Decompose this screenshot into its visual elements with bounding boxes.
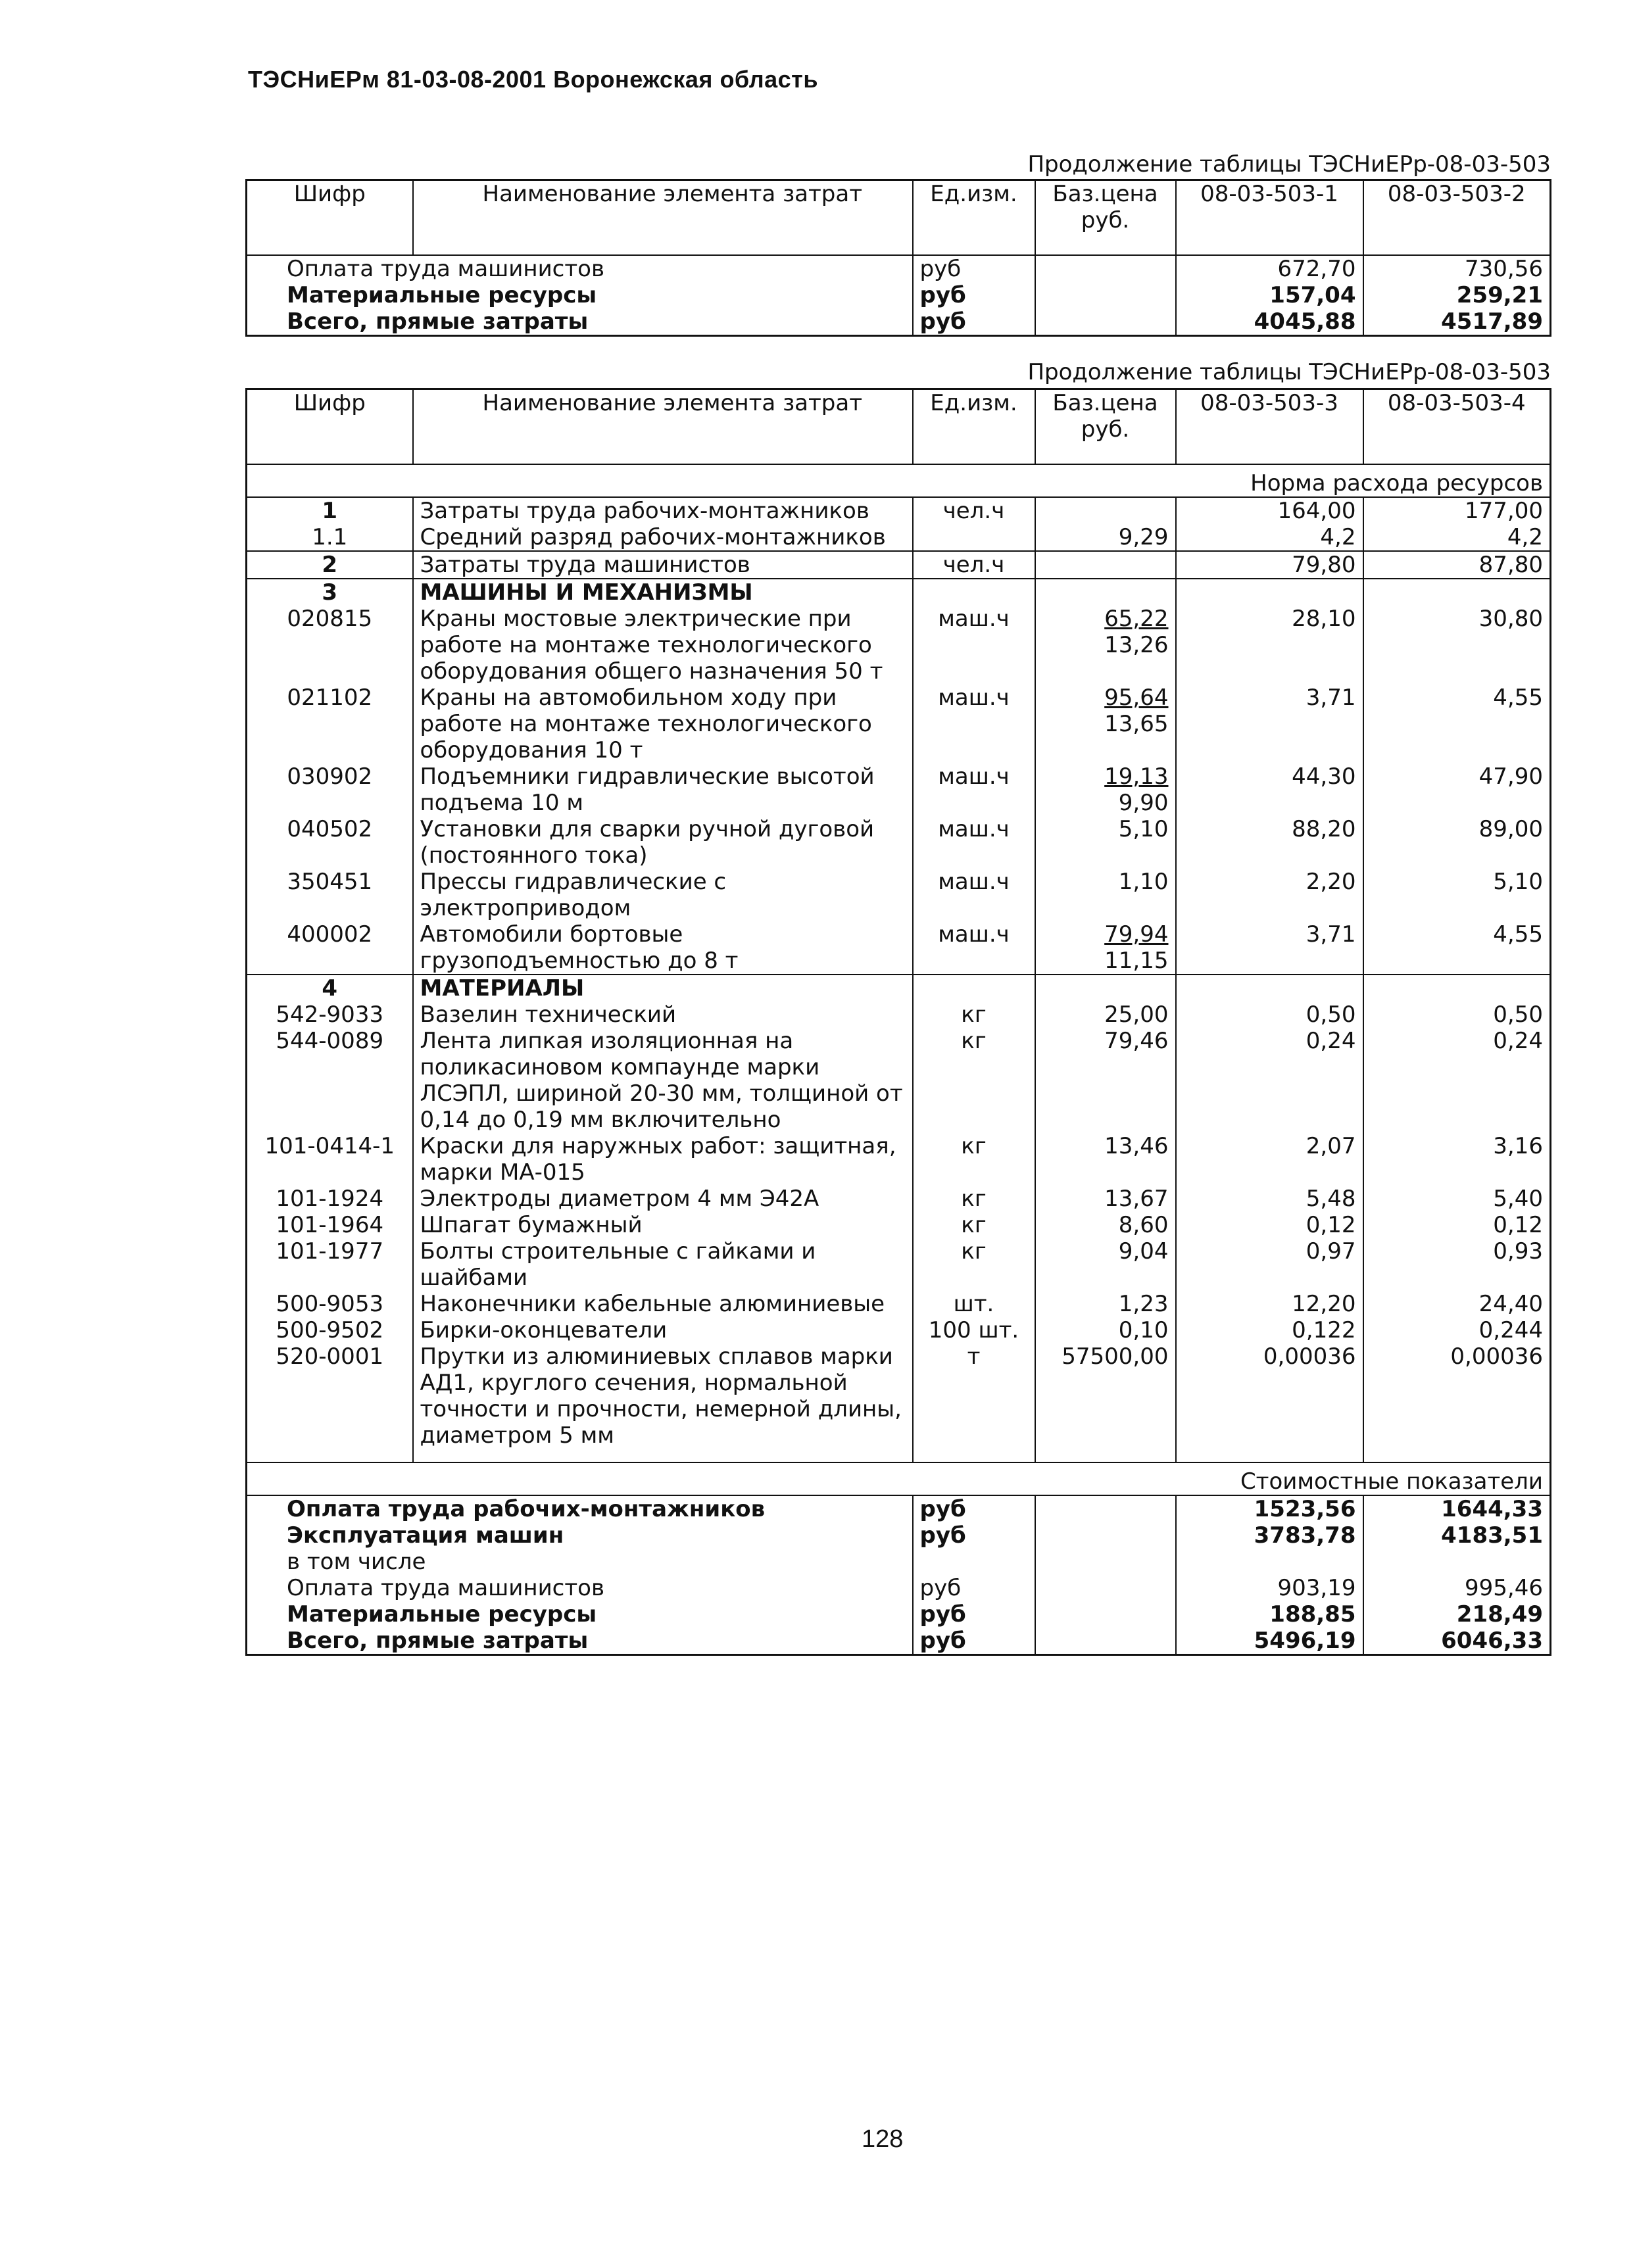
summary-row: [247, 1495, 1551, 1522]
row-value-1: [1176, 579, 1363, 606]
table-row: [247, 497, 1551, 524]
row-value-2: 730,56: [1363, 255, 1551, 282]
row-price: 5,10: [1035, 816, 1176, 869]
row-value-1: 88,20: [1176, 816, 1363, 869]
row-code: 2: [322, 552, 338, 578]
row-price: [1035, 975, 1176, 1001]
row-name: Краны мостовые электрические при работе на монтаже технологического оборудования общего назначения 50 т: [413, 606, 913, 685]
summary-value-2: 4183,51: [1363, 1522, 1551, 1549]
table-row: [247, 1343, 1551, 1449]
summary-row: [247, 1628, 1551, 1655]
summary-name: Всего, прямые затраты: [287, 1628, 589, 1654]
row-price: 8,60: [1035, 1212, 1176, 1238]
table-row: [247, 255, 1551, 282]
summary-value-1: 3783,78: [1176, 1522, 1363, 1549]
table-row: [247, 551, 1551, 579]
table-row: [247, 1317, 1551, 1343]
row-name: Наконечники кабельные алюминиевые: [413, 1291, 913, 1317]
table-row: [247, 685, 1551, 763]
row-unit: кг: [913, 1028, 1035, 1133]
summary-name: Эксплуатация машин: [287, 1522, 564, 1549]
cost-row: [247, 1462, 1551, 1495]
row-name: Установки для сварки ручной дуговой (постоянного тока): [413, 816, 913, 869]
row-code: 520-0001: [276, 1343, 384, 1370]
row-unit: руб: [913, 255, 1035, 282]
row-price: 79,94: [1104, 921, 1169, 948]
row-price: 9,29: [1035, 524, 1176, 551]
table-row: [247, 869, 1551, 921]
table-row: [247, 282, 1551, 308]
row-code: 101-1964: [276, 1212, 384, 1238]
row-unit: чел.ч: [913, 497, 1035, 524]
row-value-1: 0,122: [1176, 1317, 1363, 1343]
row-code: 3: [322, 579, 338, 606]
row-unit: маш.ч: [913, 685, 1035, 763]
cost-table-1: [245, 179, 1551, 337]
row-price: 13,46: [1035, 1133, 1176, 1186]
summary-value-1: [1176, 1549, 1363, 1575]
table-row: [247, 975, 1551, 1001]
table-row: [247, 816, 1551, 869]
table-row: [247, 1133, 1551, 1186]
row-unit: маш.ч: [913, 921, 1035, 975]
row-unit: шт.: [913, 1291, 1035, 1317]
row-value-1: 0,00036: [1176, 1343, 1363, 1449]
row-value-2: 0,50: [1363, 1001, 1551, 1028]
row-name: Затраты труда машинистов: [413, 551, 913, 579]
row-code: 350451: [287, 869, 373, 895]
row-price: 57500,00: [1035, 1343, 1176, 1449]
row-price-secondary: 13,26: [1104, 632, 1169, 658]
table-row: [247, 606, 1551, 685]
row-value-2: [1363, 579, 1551, 606]
norm-label: Норма расхода ресурсов: [1250, 470, 1543, 496]
summary-unit: руб: [913, 1575, 1035, 1601]
header-name: Наименование элемента затрат: [413, 180, 913, 256]
row-value-2: 30,80: [1363, 606, 1551, 685]
row-code: 101-1977: [276, 1238, 384, 1265]
row-value-1: 12,20: [1176, 1291, 1363, 1317]
row-unit: кг: [913, 1238, 1035, 1291]
row-value-1: 28,10: [1176, 606, 1363, 685]
row-name: Материальные ресурсы: [287, 282, 597, 308]
row-code: 020815: [287, 606, 373, 632]
row-name: Прессы гидравлические с электроприводом: [413, 869, 913, 921]
row-value-2: 3,16: [1363, 1133, 1551, 1186]
row-code: 4: [322, 975, 338, 1001]
header-unit: Ед.изм.: [913, 180, 1035, 256]
row-price: 79,46: [1035, 1028, 1176, 1133]
row-code: 1: [322, 498, 338, 524]
row-value-2: [1363, 975, 1551, 1001]
header-price: Баз.цена руб.: [1035, 389, 1176, 465]
row-code: 1.1: [312, 524, 348, 550]
row-value-2: 0,24: [1363, 1028, 1551, 1133]
row-code: 101-0414-1: [264, 1133, 395, 1159]
row-name: Краны на автомобильном ходу при работе на монтаже технологического оборудования 10 т: [413, 685, 913, 763]
row-price: 1,10: [1035, 869, 1176, 921]
row-code: 400002: [287, 921, 373, 948]
table-row: [247, 1001, 1551, 1028]
row-unit: 100 шт.: [913, 1317, 1035, 1343]
row-price: [1035, 551, 1176, 579]
row-price: 0,10: [1035, 1317, 1176, 1343]
row-code: 544-0089: [276, 1028, 384, 1054]
row-value-1: 2,07: [1176, 1133, 1363, 1186]
row-value-1: 157,04: [1176, 282, 1363, 308]
row-name: МАШИНЫ И МЕХАНИЗМЫ: [413, 579, 913, 606]
row-name: Средний разряд рабочих-монтажников: [413, 524, 913, 551]
row-unit: [913, 524, 1035, 551]
row-price: 19,13: [1104, 763, 1169, 790]
row-name: Электроды диаметром 4 мм Э42А: [413, 1186, 913, 1212]
row-value-2: 4,2: [1363, 524, 1551, 551]
row-price: [1035, 497, 1176, 524]
row-value-1: 0,24: [1176, 1028, 1363, 1133]
table-row: [247, 308, 1551, 336]
row-unit: маш.ч: [913, 606, 1035, 685]
row-unit: т: [913, 1343, 1035, 1449]
row-value-1: 4,2: [1176, 524, 1363, 551]
table-caption-1: Продолжение таблицы ТЭСНиЕРр-08-03-503: [1027, 151, 1551, 178]
row-value-2: 259,21: [1363, 282, 1551, 308]
summary-name: Оплата труда машинистов: [287, 1575, 605, 1601]
header-code: Шифр: [293, 181, 366, 207]
header-unit: Ед.изм.: [913, 389, 1035, 465]
row-value-2: 177,00: [1363, 497, 1551, 524]
row-code: 542-9033: [276, 1001, 384, 1028]
row-price-secondary: 11,15: [1104, 948, 1169, 974]
row-value-1: 0,97: [1176, 1238, 1363, 1291]
row-value-1: 164,00: [1176, 497, 1363, 524]
row-price: 65,22: [1104, 606, 1169, 632]
row-unit: руб: [913, 308, 1035, 336]
row-unit: кг: [913, 1001, 1035, 1028]
row-value-1: [1176, 975, 1363, 1001]
row-unit: руб: [913, 282, 1035, 308]
summary-unit: руб: [913, 1522, 1035, 1549]
summary-row: [247, 1575, 1551, 1601]
summary-name: в том числе: [287, 1549, 426, 1575]
row-value-2: 89,00: [1363, 816, 1551, 869]
row-value-1: 2,20: [1176, 869, 1363, 921]
table-row: [247, 524, 1551, 551]
table-row: [247, 1291, 1551, 1317]
row-value-1: 4045,88: [1176, 308, 1363, 336]
row-value-2: 4517,89: [1363, 308, 1551, 336]
row-value-1: 79,80: [1176, 551, 1363, 579]
row-value-1: 0,50: [1176, 1001, 1363, 1028]
row-value-2: 4,55: [1363, 921, 1551, 975]
summary-value-1: 1523,56: [1176, 1495, 1363, 1522]
row-price: [1035, 579, 1176, 606]
row-value-1: 3,71: [1176, 685, 1363, 763]
summary-unit: [913, 1549, 1035, 1575]
row-code: 500-9502: [276, 1317, 384, 1343]
page-number: 128: [862, 2125, 904, 2153]
header-code: Шифр: [293, 390, 366, 416]
row-price: 1,23: [1035, 1291, 1176, 1317]
row-name: Вазелин технический: [413, 1001, 913, 1028]
cost-label: Стоимостные показатели: [1240, 1468, 1543, 1495]
summary-value-1: 188,85: [1176, 1601, 1363, 1628]
row-code: 030902: [287, 763, 373, 790]
summary-value-2: 995,46: [1363, 1575, 1551, 1601]
row-name: Шпагат бумажный: [413, 1212, 913, 1238]
table-row: [247, 1212, 1551, 1238]
cost-table-2: [245, 388, 1551, 1656]
header-col2: 08-03-503-4: [1363, 389, 1551, 465]
summary-row: [247, 1522, 1551, 1549]
summary-value-2: [1363, 1549, 1551, 1575]
row-value-2: 4,55: [1363, 685, 1551, 763]
row-unit: маш.ч: [913, 763, 1035, 816]
row-unit: кг: [913, 1186, 1035, 1212]
summary-value-2: 218,49: [1363, 1601, 1551, 1628]
row-unit: [913, 975, 1035, 1001]
header-col1: 08-03-503-1: [1176, 180, 1363, 256]
row-name: Подъемники гидравлические высотой подъема 10 м: [413, 763, 913, 816]
row-code: 021102: [287, 685, 373, 711]
row-code: 101-1924: [276, 1186, 384, 1212]
row-price: 25,00: [1035, 1001, 1176, 1028]
row-name: Краски для наружных работ: защитная, марки МА-015: [413, 1133, 913, 1186]
row-price: 13,67: [1035, 1186, 1176, 1212]
summary-name: Материальные ресурсы: [287, 1601, 597, 1628]
row-unit: маш.ч: [913, 869, 1035, 921]
row-name: Бирки-оконцеватели: [413, 1317, 913, 1343]
summary-unit: руб: [913, 1601, 1035, 1628]
row-value-2: 0,244: [1363, 1317, 1551, 1343]
row-unit: кг: [913, 1212, 1035, 1238]
row-price: 95,64: [1104, 685, 1169, 711]
header-col2: 08-03-503-2: [1363, 180, 1551, 256]
row-name: Затраты труда рабочих-монтажников: [413, 497, 913, 524]
row-name: Болты строительные с гайками и шайбами: [413, 1238, 913, 1291]
row-value-2: 5,10: [1363, 869, 1551, 921]
summary-rows: [247, 1495, 1551, 1655]
row-value-2: 47,90: [1363, 763, 1551, 816]
row-value-1: 672,70: [1176, 255, 1363, 282]
summary-value-1: 903,19: [1176, 1575, 1363, 1601]
summary-value-2: 6046,33: [1363, 1628, 1551, 1655]
row-value-1: 5,48: [1176, 1186, 1363, 1212]
row-name: Оплата труда машинистов: [287, 256, 605, 282]
table-row: [247, 1238, 1551, 1291]
row-value-2: 0,93: [1363, 1238, 1551, 1291]
row-price-secondary: 13,65: [1104, 711, 1169, 737]
table-row: [247, 1028, 1551, 1133]
row-name: Автомобили бортовые грузоподъемностью до 8 т: [413, 921, 913, 975]
row-name: Всего, прямые затраты: [287, 308, 589, 335]
summary-row: [247, 1601, 1551, 1628]
row-value-1: 44,30: [1176, 763, 1363, 816]
row-name: МАТЕРИАЛЫ: [413, 975, 913, 1001]
table-row: [247, 579, 1551, 606]
row-price-secondary: 9,90: [1118, 790, 1169, 816]
summary-value-1: 5496,19: [1176, 1628, 1363, 1655]
row-code: 500-9053: [276, 1291, 384, 1317]
row-price: 9,04: [1035, 1238, 1176, 1291]
summary-unit: руб: [913, 1495, 1035, 1522]
table-row: [247, 921, 1551, 975]
document-title: ТЭСНиЕРм 81-03-08-2001 Воронежская область: [248, 66, 818, 93]
summary-row: [247, 1549, 1551, 1575]
row-value-1: 0,12: [1176, 1212, 1363, 1238]
row-unit: маш.ч: [913, 816, 1035, 869]
table-caption-2: Продолжение таблицы ТЭСНиЕРр-08-03-503: [1027, 359, 1551, 385]
summary-name: Оплата труда рабочих-монтажников: [287, 1496, 766, 1522]
row-name: Прутки из алюминиевых сплавов марки АД1, круглого сечения, нормальной точности и прочности, немерной длины, диаметром 5 мм: [413, 1343, 913, 1449]
row-unit: чел.ч: [913, 551, 1035, 579]
resource-rows: [247, 497, 1551, 1462]
norm-row: [247, 464, 1551, 497]
table-row: [247, 763, 1551, 816]
row-value-2: 24,40: [1363, 1291, 1551, 1317]
row-value-2: 0,12: [1363, 1212, 1551, 1238]
row-name: Лента липкая изоляционная на поликасиновом компаунде марки ЛСЭПЛ, шириной 20-30 мм, толщиной от 0,14 до 0,19 мм включительно: [413, 1028, 913, 1133]
row-value-2: 87,80: [1363, 551, 1551, 579]
row-value-1: 3,71: [1176, 921, 1363, 975]
summary-value-2: 1644,33: [1363, 1495, 1551, 1522]
table-row: [247, 1186, 1551, 1212]
row-value-2: 5,40: [1363, 1186, 1551, 1212]
row-value-2: 0,00036: [1363, 1343, 1551, 1449]
header-price: Баз.цена руб.: [1035, 180, 1176, 256]
header-name: Наименование элемента затрат: [413, 389, 913, 465]
row-unit: кг: [913, 1133, 1035, 1186]
summary-unit: руб: [913, 1628, 1035, 1655]
header-col1: 08-03-503-3: [1176, 389, 1363, 465]
row-code: 040502: [287, 816, 373, 842]
row-unit: [913, 579, 1035, 606]
